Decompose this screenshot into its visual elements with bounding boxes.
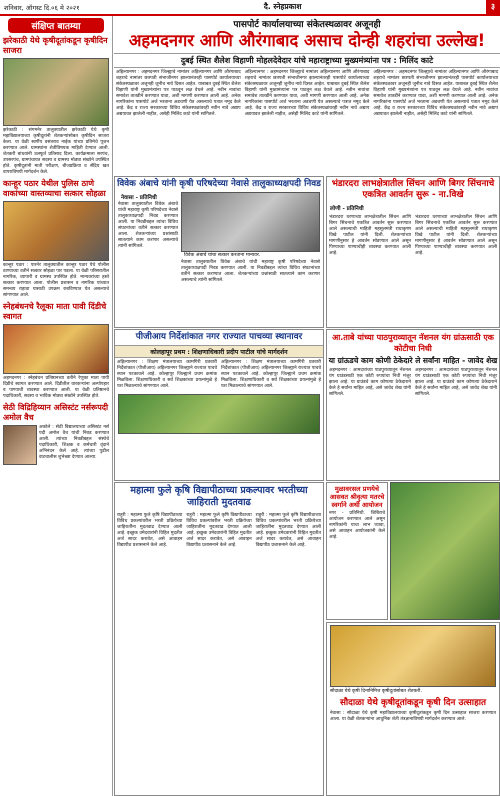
story-body: अहिल्यानगर : शिक्षण मंत्रालयाच्या कामगिरी प्रतवारी निर्देशांकात (पीजीआय) अहिल्यानगर जिल्ह्याने राज्यात पाचवे स्थान पटकावले आहे. कोल्हापूर जिल्ह्याने प्रथम क्रमांक मिळविला. शिक्षणाधिकारी व सर्व शिक्षकांच्या प्रयत्नांमुळे हे यश मिळाल्याचे सांगण्यात आले. xyxy=(117,360,217,389)
brief-body: कान्हूर पठार : पारनेर तालुक्यातील कान्हूर पठार येथे पोलीस ठाण्याच्या वतीने सत्कार सोहळा पार पडला. या वेळी परिसरातील नागरिक, व्यापारी व ग्रामस्थ उपस्थित होते. मान्यवरांच्या हस्ते सत्कार करण्यात आला. पोलीस प्रशासन व नागरिक यांच्यात समन्वय राहावा यासाठी उपक्रम राबविण्यात येत असल्याचे सांगण्यात आले. xyxy=(3,263,109,298)
story-bhandardara xyxy=(326,176,500,328)
brief-body: झरेकाठी : संगमनेर तालुक्यातील झरेकाठी येथे कृषी महाविद्यालयाच्या कृषीदूतांनी शेतकऱ्यांसोबत कृषीदिन साजरा केला. या वेळी स्वर्गीय वसंतराव नाईक यांच्या प्रतिमेचे पूजन करण्यात आले. ग्रामस्थांना शेतीविषयक माहिती देण्यात आली. शेतकरी बांधवांनी उत्स्फूर्त प्रतिसाद दिला. कार्यक्रमाला सरपंच, उपसरपंच, ग्रामपंचायत सदस्य व ग्रामस्थ मोठ्या संख्येने उपस्थित होते. कृषीदूतांनी माती परीक्षण, बीजप्रक्रिया व सेंद्रिय खत वापराविषयी मार्गदर्शन केले. xyxy=(3,128,109,175)
story-headline: पीजीआय निर्देशांकात नगर राज्यात पाचव्या स्थानावर xyxy=(135,332,303,342)
lead-headline: अहमदनगर आणि औरंगाबाद असाच दोन्ही शहरांचा उल्लेख! xyxy=(128,31,486,50)
masthead xyxy=(0,0,500,16)
story-byline: नेवासा - प्रतिनिधी xyxy=(121,195,157,201)
story-columns xyxy=(115,511,323,551)
photo-caption: सौदाळा येथे कृषी दिनानिमित्त कृषीदूतांसोबत शेतकरी. xyxy=(330,689,422,694)
news-photo xyxy=(3,324,109,374)
story-body: अहमदनगर : आमदारांच्या पाठपुराव्यातून नॅशनल यंग ग्राउंडसाठी एक कोटी रुपयांचा निधी मंजूर झाला आहे. या ग्राउंडचे काम कोणत्या ठेकेदाराने केले हे सर्वांना माहित आहे, असे जावेद शेख यांनी सांगितले. xyxy=(329,368,411,397)
story-body: अहिल्यानगर : शिक्षण मंत्रालयाच्या कामगिरी प्रतवारी निर्देशांकात (पीजीआय) अहिल्यानगर जिल्ह्याने राज्यात पाचवे स्थान पटकावले आहे. कोल्हापूर जिल्ह्याने प्रथम क्रमांक मिळविला. शिक्षणाधिकारी व सर्व शिक्षकांच्या प्रयत्नांमुळे हे यश मिळाल्याचे सांगण्यात आले. xyxy=(221,360,321,389)
story-columns xyxy=(115,358,323,392)
lead-text: अहिल्यानगर : अहमदनगर जिल्ह्याचे नामांतर अहिल्यानगर आणि औरंगाबाद शहराचे नामांतर छत्रपती संभाजीनगर झाल्यानंतरही पासपोर्ट कार्यालयाच्या संकेतस्थळावर अजूनही जुनीच नावे दिसत आहेत. याबाबत दुबई स्थित शैलेश विहाणी यांनी मुख्यमंत्र्यांना पत्र पाठवून लक्ष वेधले आहे. नवीन नावांचा समावेश तातडीने करण्यात यावा, अशी मागणी करण्यात आली आहे. अनेक नागरिकांना पासपोर्ट अर्ज भरताना अडचणी येत असल्याचे पत्रात नमूद केले आहे. केंद्र व राज्य सरकारच्या विविध संकेतस्थळांवरही नवीन नावे अद्याप अद्ययावत झालेली नाहीत, असेही मिलिंद काटे यांनी सांगितले. xyxy=(373,70,499,117)
story-vivek xyxy=(114,176,324,328)
brief-body: अकोले : सेठी विद्यालयाच्या असिस्टंट नर्स पदी अमोल वैच यांची निवड करण्यात आली. त्यांच्या निवडीबद्दल संस्थेचे पदाधिकारी, शिक्षक व कर्मचारी वृंदाने अभिनंदन केले आहे. त्यांच्या पुढील वाटचालीस शुभेच्छा देण्यात आल्या. xyxy=(39,425,109,460)
page-number: ३ xyxy=(486,0,500,14)
story-saudala xyxy=(326,622,500,796)
story-subhead: कोलहापूर प्रथम : शिक्षणाधिकारी प्रदीप पाटील यांचे मार्गदर्शन xyxy=(115,345,323,358)
news-photo xyxy=(3,58,109,126)
story-headline: सौदाळा येथे कृषीदूतांकडून कृषी दिन उत्साहात xyxy=(339,698,487,708)
story-body: नेवासा तालुक्यातील विवेक अंबाचे यांची महाराष्ट्र कृषी परिषदेच्या नेवासे तालुकाध्यक्षपदी निवड करण्यात आली. या निवडीबद्दल त्यांचा विविध संघटनांच्या वतीने सत्कार करण्यात आला. शेतकऱ्यांच्या प्रश्नांसाठी सातत्याने काम करणार असल्याचे त्यांनी सांगितले. xyxy=(181,260,320,283)
story-body: अहमदनगर : आमदारांच्या पाठपुराव्यातून नॅशनल यंग ग्राउंडसाठी एक कोटी रुपयांचा निधी मंजूर झाला आहे. या ग्राउंडचे काम कोणत्या ठेकेदाराने केले हे सर्वांना माहित आहे, असे जावेद शेख यांनी सांगितले. xyxy=(415,368,497,397)
story-body: भंडारदरा धरणाच्या लाभक्षेत्रातील सिंचन आणि बिगर सिंचनाचे एकत्रित आवर्तन सुरू करण्यात आले असल्याची माहिती महसूलमंत्री राधाकृष्ण विखे पाटील यांनी दिली. शेतकऱ्यांच्या मागणीनुसार हे आवर्तन सोडण्यात आले असून पिण्याच्या पाण्याचीही व्यवस्था करण्यात आली आहे. xyxy=(415,215,497,256)
brief-headline: सेठी विद्रिहिय्यान असिस्टंट नर्सरूपदी अमोल वैच xyxy=(3,403,109,422)
lead-subhead: दुबई स्थित शैलेश विहाणी मोहलदेवेदार यांचे महाराष्ट्राच्या मुख्यमंत्र्यांना पत्र : मिलिंद काटे xyxy=(114,53,500,68)
story-headline: मुळावरसल प्रणयेचे आसवत श्रीवृत्या मतरचे स्वर्गाने अर्थी आयोजन xyxy=(329,485,385,509)
issue-date: शनिवार, ऑगस्ट दि.०६ मे २०२१ xyxy=(4,3,80,12)
news-photo xyxy=(390,482,500,620)
lead-text: अहिल्यानगर : अहमदनगर जिल्ह्याचे नामांतर अहिल्यानगर आणि औरंगाबाद शहराचे नामांतर छत्रपती संभाजीनगर झाल्यानंतरही पासपोर्ट कार्यालयाच्या संकेतस्थळावर अजूनही जुनीच नावे दिसत आहेत. याबाबत दुबई स्थित शैलेश विहाणी यांनी मुख्यमंत्र्यांना पत्र पाठवून लक्ष वेधले आहे. नवीन नावांचा समावेश तातडीने करण्यात यावा, अशी मागणी करण्यात आली आहे. अनेक नागरिकांना पासपोर्ट अर्ज भरताना अडचणी येत असल्याचे पत्रात नमूद केले आहे. केंद्र व राज्य सरकारच्या विविध संकेतस्थळांवरही नवीन नावे अद्याप अद्ययावत झालेली नाहीत, असेही मिलिंद काटे यांनी सांगितले. xyxy=(116,70,241,117)
story-body: भंडारदरा धरणाच्या लाभक्षेत्रातील सिंचन आणि बिगर सिंचनाचे एकत्रित आवर्तन सुरू करण्यात आले असल्याची माहिती महसूलमंत्री राधाकृष्ण विखे पाटील यांनी दिली. शेतकऱ्यांच्या मागणीनुसार हे आवर्तन सोडण्यात आले असून पिण्याच्या पाण्याचीही व्यवस्था करण्यात आली आहे. xyxy=(329,215,411,256)
portrait-photo xyxy=(3,425,37,465)
story-subhead: या ग्रांऊडचे काम कोणी ठेकेदारे ले सर्वांना माहित - जावेद शेख xyxy=(328,356,498,365)
story-headline: विवेक अंबाचे यांनी कृषी परिषदेच्या नेवासे तालुकाध्यक्षपदी निवड xyxy=(117,179,321,189)
story-body: राहुरी : महात्मा फुले कृषि विद्यापीठाच्या विविध प्रकल्पांवरील भरती प्रक्रियेच्या जाहिरातींना मुदतवाढ देण्यात आली आहे. इच्छुक उमेदवारांनी विहित मुदतीत अर्ज सादर करावेत, असे आवाहन विद्यापीठ प्रशासनाने केले आहे. xyxy=(186,513,252,548)
brief-headline: कान्हूर पठार येथील पुलिस ठाणे वाकांच्या वास्तव्याचा सत्कार सोहळा xyxy=(3,179,106,198)
section-tag: संक्षिप्त बातम्या xyxy=(8,18,104,33)
story-headline: आ.ताबे यांच्या पाठपुराव्यातून नॅशनल यंग ग्रांऊसाठी एक कोटीचा निधी xyxy=(332,333,494,353)
photo-caption: विवेक अंबाचे यांचा सत्कार करताना मान्यवर. xyxy=(184,253,261,258)
paper-name: दै. स्नेहप्रकाश xyxy=(263,2,302,11)
story-columns xyxy=(327,366,499,400)
main-news-area xyxy=(114,16,500,796)
story-byline: लोणी - प्रतिनिधी xyxy=(330,206,364,212)
story-body: राहुरी : महात्मा फुले कृषि विद्यापीठाच्या विविध प्रकल्पांवरील भरती प्रक्रियेच्या जाहिरातींना मुदतवाढ देण्यात आली आहे. इच्छुक उमेदवारांनी विहित मुदतीत अर्ज सादर करावेत, असे आवाहन विद्यापीठ प्रशासनाने केले आहे. xyxy=(255,513,321,548)
story-columns xyxy=(327,213,499,259)
lead-text: अहिल्यानगर : अहमदनगर जिल्ह्याचे नामांतर अहिल्यानगर आणि औरंगाबाद शहराचे नामांतर छत्रपती संभाजीनगर झाल्यानंतरही पासपोर्ट कार्यालयाच्या संकेतस्थळावर अजूनही जुनीच नावे दिसत आहेत. याबाबत दुबई स्थित शैलेश विहाणी यांनी मुख्यमंत्र्यांना पत्र पाठवून लक्ष वेधले आहे. नवीन नावांचा समावेश तातडीने करण्यात यावा, अशी मागणी करण्यात आली आहे. अनेक नागरिकांना पासपोर्ट अर्ज भरताना अडचणी येत असल्याचे पत्रात नमूद केले आहे. केंद्र व राज्य सरकारच्या विविध संकेतस्थळांवरही नवीन नावे अद्याप अद्ययावत झालेली नाहीत, असेही मिलिंद काटे यांनी सांगितले. xyxy=(244,70,370,117)
story-body: नेवासा तालुक्यातील विवेक अंबाचे यांची महाराष्ट्र कृषी परिषदेच्या नेवासे तालुकाध्यक्षपदी निवड करण्यात आली. या निवडीबद्दल त्यांचा विविध संघटनांच्या वतीने सत्कार करण्यात आला. शेतकऱ्यांच्या प्रश्नांसाठी सातत्याने काम करणार असल्याचे त्यांनी सांगितले. xyxy=(118,202,178,249)
story-body: नगर - प्रतिनिधी. शिबिराचे आयोजन करण्यात आले असून नागरिकांनी याचा लाभ घ्यावा, असे आवाहन आयोजकांनी केले आहे. xyxy=(329,511,385,540)
brief-body: अहमदनगर : स्नेहबंधन प्रतिष्ठानच्या वतीने रेणुका माता पायी दिंडीचे स्वागत करण्यात आले. दिंडीतील वारकऱ्यांना अल्पोपहार व पाण्याची व्यवस्था करण्यात आली. या वेळी प्रतिष्ठानचे पदाधिकारी, सदस्य व भाविक मोठ्या संख्येने उपस्थित होते. xyxy=(3,376,109,399)
story-pgi xyxy=(114,329,324,481)
story-ground-fund xyxy=(326,329,500,481)
news-photo xyxy=(181,192,320,252)
story-body: नेवासा : सौदाळा येथे कृषी महाविद्यालयाच्या कृषीदूतांकडून कृषी दिन उत्साहात साजरा करण्यात आला. या वेळी शेतकऱ्यांना आधुनिक शेती तंत्रज्ञानाविषयी मार्गदर्शन करण्यात आले. xyxy=(330,711,496,722)
lead-story-body xyxy=(114,68,500,168)
brief-news-column xyxy=(0,16,113,796)
news-photo xyxy=(3,201,109,261)
story-body: राहुरी : महात्मा फुले कृषि विद्यापीठाच्या विविध प्रकल्पांवरील भरती प्रक्रियेच्या जाहिरातींना मुदतवाढ देण्यात आली आहे. इच्छुक उमेदवारांनी विहित मुदतीत अर्ज सादर करावेत, असे आवाहन विद्यापीठ प्रशासनाने केले आहे. xyxy=(117,513,183,548)
news-photo xyxy=(118,394,320,434)
story-headline: महात्मा फुले कृषि विद्यापीठाच्या प्रकल्पावर भरतीच्या जाहिराती मुदतवाढ xyxy=(130,485,308,508)
brief-headline: झरेकाठी येथे कृषीदूतांकडून कृषीदिन साजरा xyxy=(3,36,108,55)
brief-headline: स्नेहबंधनचे रैलूका माता पावी दिंडीचे स्वागत xyxy=(3,302,107,321)
story-headline: भंडारदरा लाभक्षेत्रातील सिंचन आणि बिगर सिंचनाचे एकत्रित आवर्तन सुरू - ना.विखे xyxy=(331,179,495,200)
story-mpkv xyxy=(114,482,324,796)
news-photo xyxy=(330,625,496,687)
story-camp xyxy=(326,482,388,620)
lead-kicker: पासपोर्ट कार्यालयाच्या संकेतस्थळावर अजूनही xyxy=(233,20,381,30)
